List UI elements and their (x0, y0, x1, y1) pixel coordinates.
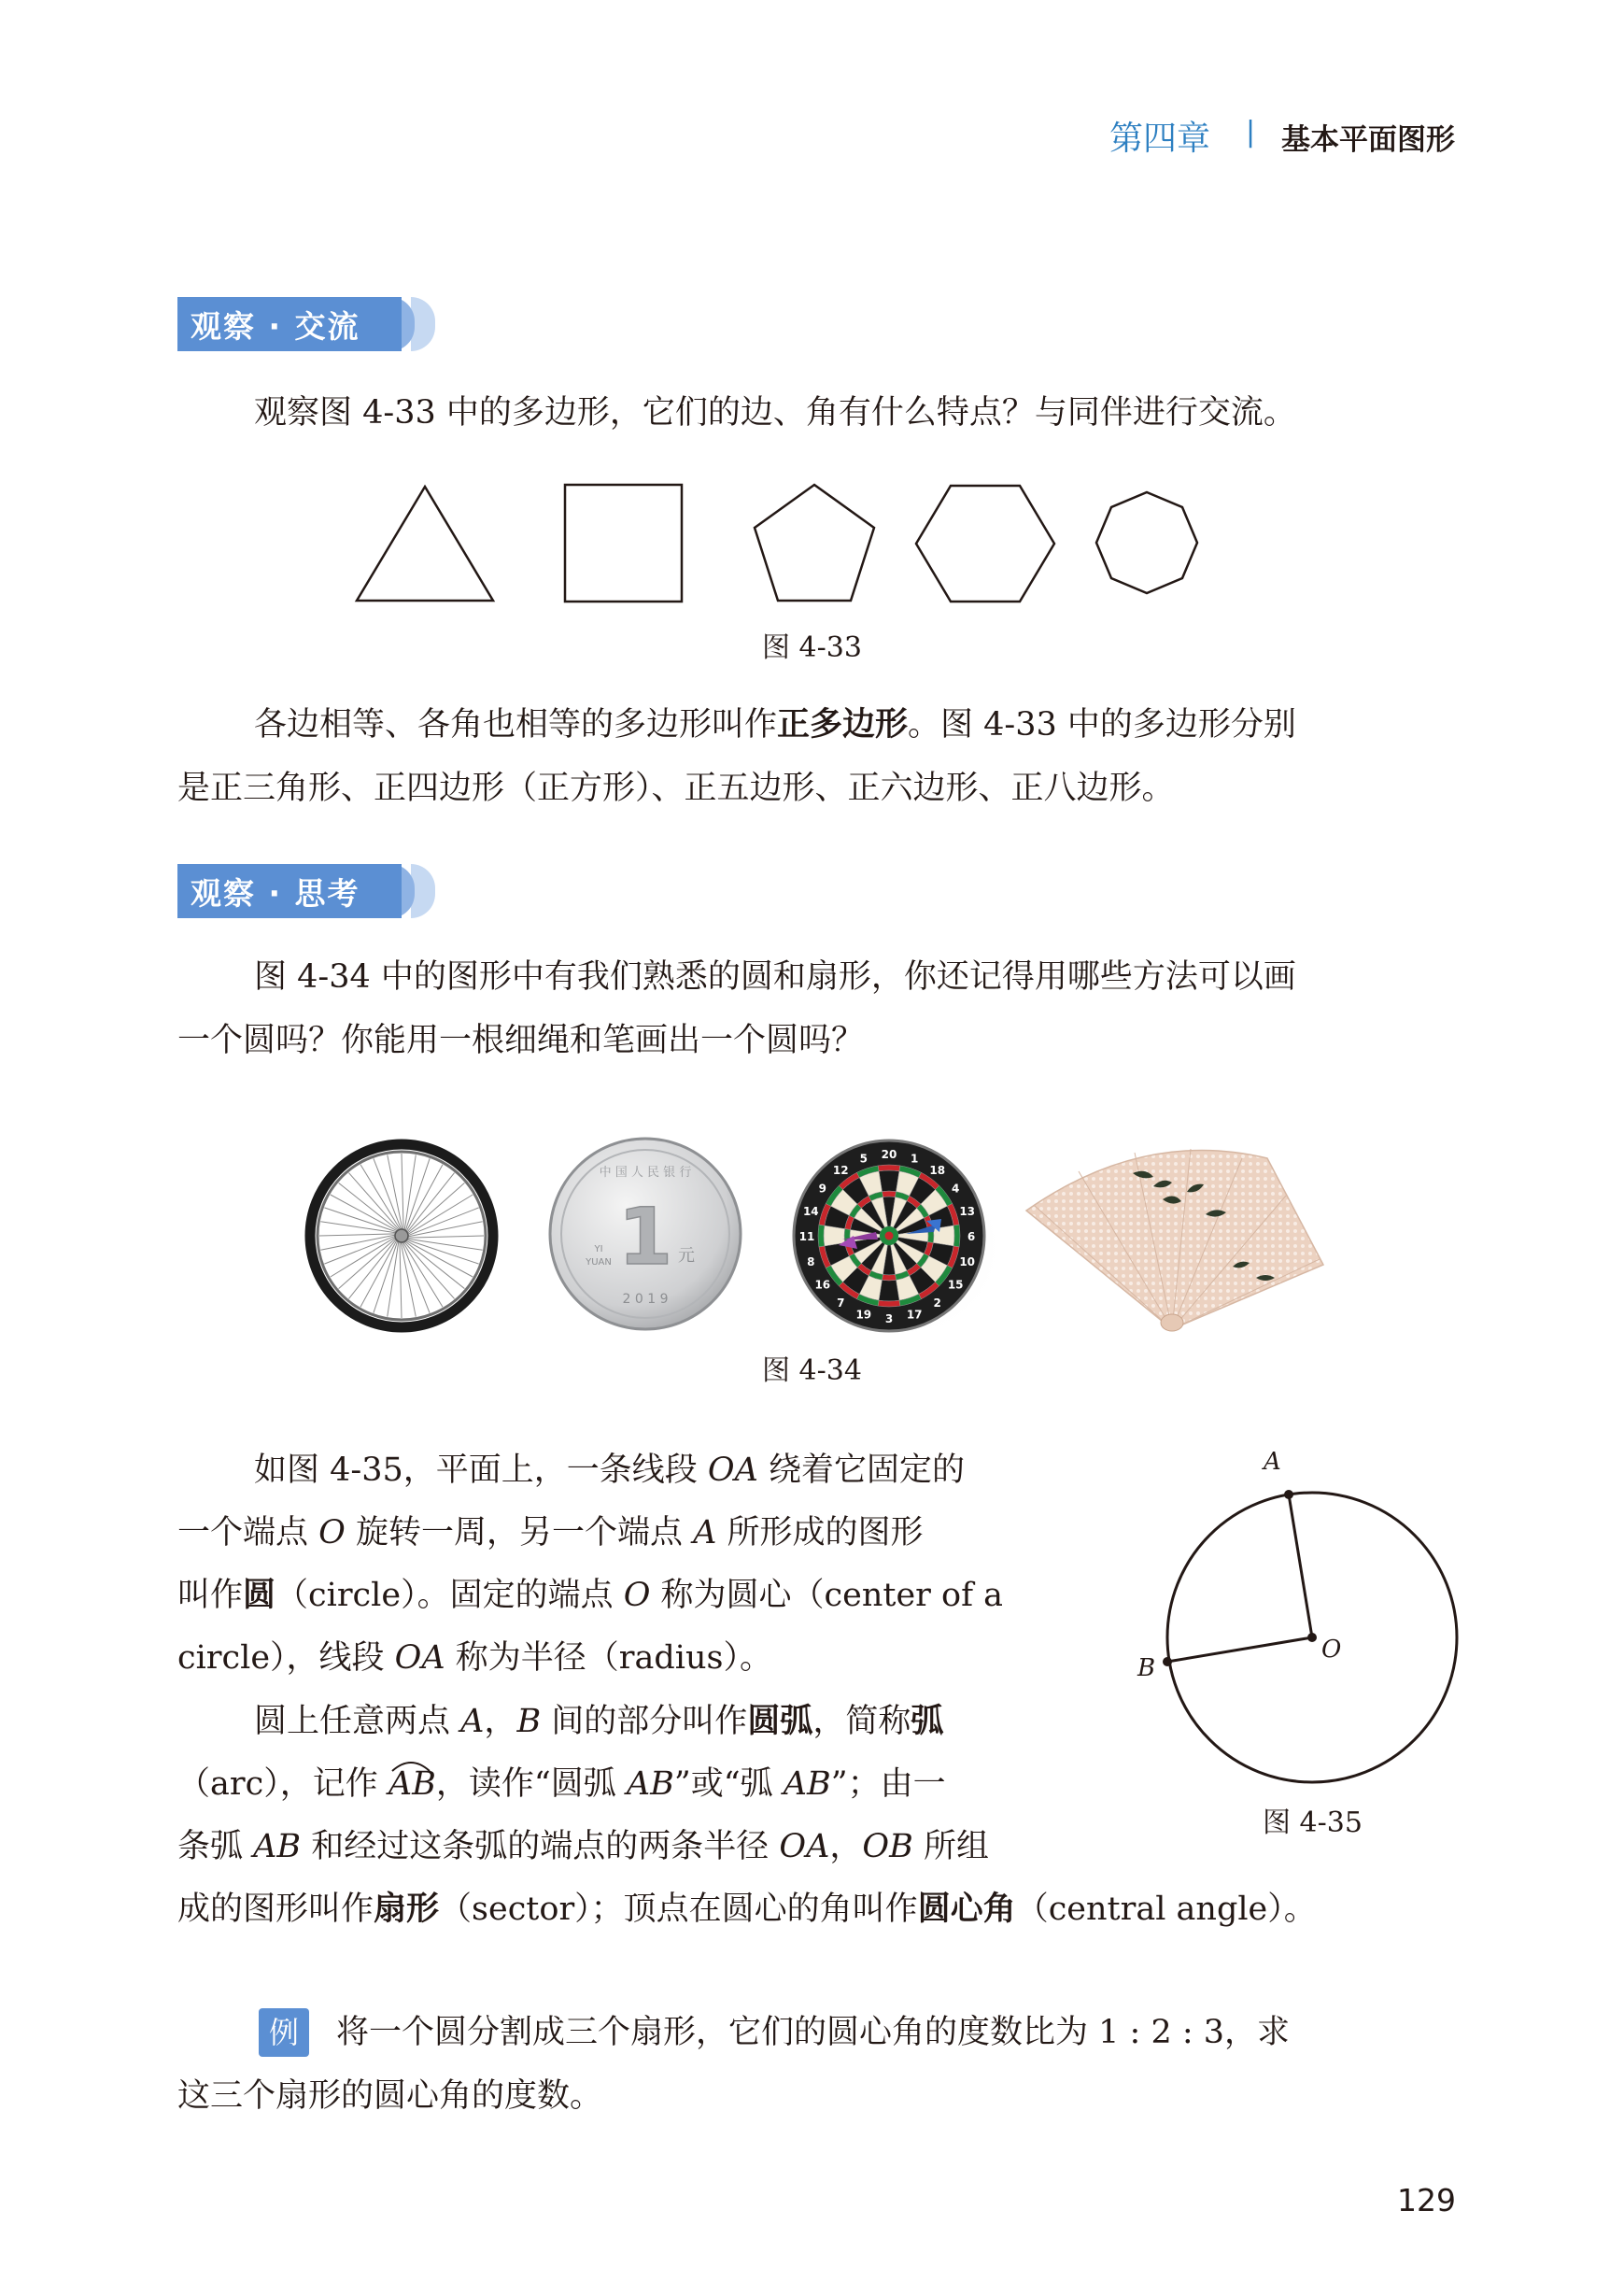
var-AB: AB (783, 1765, 831, 1803)
wheel-spoke (339, 1183, 399, 1230)
dartboard-segment (882, 1274, 896, 1281)
wheel-spoke (320, 1235, 395, 1250)
label-A: A (1264, 1448, 1281, 1476)
dartboard-image (786, 1135, 1001, 1342)
text: （arc），记作 (177, 1765, 388, 1803)
text: 圆上任意两点 (254, 1703, 461, 1740)
dartboard-number: 3 (884, 1312, 894, 1325)
arc-notation (388, 1752, 436, 1816)
paragraph-circle-question-line1: 图 4-34 中的图形中有我们熟悉的圆和扇形，你还记得用哪些方法可以画 (254, 958, 1296, 996)
dartboard-number: 6 (967, 1230, 976, 1243)
paragraph-observe-polygons: 观察图 4-33 中的多边形，它们的边、角有什么特点？与同伴进行交流。 (254, 394, 1296, 432)
label-B: B (1137, 1654, 1156, 1682)
coin-yuan-pinyin: YUAN (586, 1257, 612, 1268)
dartboard-number: 4 (952, 1182, 960, 1196)
dartboard-number: 16 (814, 1278, 831, 1292)
figure-4-33-polygons (346, 472, 1298, 612)
var-AB: AB (388, 1765, 436, 1803)
arc-definition-line1 (254, 1690, 943, 1753)
coin-yi: YI (594, 1244, 603, 1254)
wheel-spoke (407, 1173, 455, 1233)
wheel-spoke (401, 1242, 416, 1317)
section-banner-observe-discuss (177, 297, 458, 351)
text: ”或“弧 (673, 1765, 784, 1803)
text: ， (829, 1828, 863, 1865)
text: ，简称 (812, 1703, 911, 1740)
wheel-spoke (407, 1239, 482, 1250)
wheel-spoke (348, 1173, 399, 1230)
dartboard-number: 2 (933, 1296, 941, 1310)
text: 。图 4-33 中的多边形分别 (908, 706, 1296, 744)
wheel-spoke (360, 1165, 400, 1229)
var-OA: OA (394, 1639, 445, 1677)
section-title: 观察 · 思考 (191, 875, 360, 912)
wheel-spoke (331, 1238, 395, 1277)
dartboard-number: 11 (798, 1230, 815, 1243)
dartboard-number: 1 (911, 1152, 919, 1166)
text: （central angle）。 (1015, 1891, 1317, 1928)
regular-pentagon (755, 485, 874, 601)
wheel-spoke (408, 1236, 484, 1238)
var-A: A (460, 1703, 485, 1740)
regular-hexagon (916, 486, 1054, 602)
wheel-spoke (404, 1155, 416, 1229)
text: 条弧 (177, 1828, 254, 1865)
label-O: O (1321, 1636, 1342, 1664)
arc-definition-line2 (177, 1752, 946, 1816)
wheel-spoke (324, 1236, 395, 1264)
folding-fan-image (1023, 1138, 1331, 1334)
var-O: O (623, 1577, 651, 1614)
term-central-angle: 圆心角 (917, 1891, 1016, 1928)
dartboard-number: 5 (859, 1152, 868, 1166)
point-O (1307, 1633, 1317, 1642)
equilateral-triangle (357, 487, 493, 601)
wheel-spoke (319, 1234, 395, 1236)
wheel-spoke (339, 1239, 396, 1289)
bicycle-wheel-image (304, 1138, 500, 1334)
text: ”；由一 (830, 1765, 946, 1803)
paragraph-regular-polygon-line1 (254, 693, 1296, 757)
figure-4-35-circle-diagram (1111, 1438, 1485, 1793)
dartboard-number: 7 (837, 1296, 845, 1310)
text: 间的部分叫作 (541, 1703, 748, 1740)
point-B (1163, 1657, 1172, 1666)
wheel-spoke (404, 1241, 455, 1298)
text: 旋转一周，另一个端点 (345, 1514, 694, 1551)
dartboard-segment (882, 1191, 896, 1197)
coin-value: 1 (617, 1191, 673, 1282)
text: 各边相等、各角也相等的多边形叫作 (254, 706, 778, 744)
dartboard-number: 19 (855, 1308, 872, 1322)
coin-rim-text: 中 国 人 民 银 行 (599, 1166, 692, 1180)
figure-4-33-caption: 图 4-33 (762, 631, 862, 664)
coin-year: 2 0 1 9 (622, 1292, 669, 1307)
term-regular-polygon: 正多边形 (777, 706, 909, 744)
dartboard-number: 18 (929, 1163, 946, 1177)
wheel-spoke (407, 1183, 464, 1233)
var-O: O (318, 1514, 346, 1551)
wheel-spoke (374, 1158, 402, 1229)
page-number: 129 (1397, 2182, 1456, 2218)
text: 叫作 (177, 1577, 244, 1614)
dartboard-segment (824, 1225, 845, 1246)
dartboard-number: 17 (906, 1308, 923, 1322)
circle-definition-line4 (177, 1626, 772, 1690)
paragraph-regular-polygon-line2: 是正三角形、正四边形（正方形）、正五边形、正六边形、正八边形。 (177, 770, 1175, 807)
var-A: A (693, 1514, 717, 1551)
wheel-spoke (403, 1242, 443, 1307)
example-line1: 将一个圆分割成三个扇形，它们的圆心角的度数比为 1 : 2 : 3，求 (336, 2014, 1291, 2051)
var-AB: AB (253, 1828, 302, 1865)
section-banner-observe-think (177, 864, 458, 918)
dartboard-number: 14 (802, 1204, 819, 1218)
dartboard-number: 9 (818, 1182, 826, 1196)
section-title: 观察 · 交流 (191, 308, 360, 345)
wheel-spoke (408, 1222, 483, 1237)
example-badge: 例 (259, 2008, 309, 2057)
paragraph-circle-question-line2: 一个圆吗？你能用一根细绳和笔画出一个圆吗？ (177, 1022, 865, 1059)
wheel-spoke (388, 1241, 399, 1316)
dartboard-segment (953, 1225, 960, 1247)
text: 一个端点 (177, 1514, 319, 1551)
circle-definition-line2 (177, 1501, 924, 1565)
var-B: B (516, 1703, 542, 1740)
text: 如图 4-35，平面上，一条线段 (254, 1452, 708, 1489)
arc-symbol-icon (390, 1758, 431, 1773)
radius-OB (1167, 1637, 1312, 1662)
point-A (1284, 1490, 1293, 1499)
wheel-spoke (400, 1242, 402, 1318)
wheel-spoke (405, 1241, 465, 1289)
circle-definition-line3 (177, 1564, 1003, 1627)
text: （circle）。固定的端点 (275, 1577, 624, 1614)
wheel-spoke (408, 1195, 473, 1234)
dartboard-segment (878, 1300, 900, 1307)
figure-4-34-caption: 图 4-34 (762, 1354, 862, 1387)
wheel-spoke (320, 1222, 395, 1233)
text: circle），线段 (177, 1639, 395, 1677)
var-OA: OA (779, 1828, 830, 1865)
text: 成的图形叫作 (177, 1891, 374, 1928)
arc-definition-line4 (177, 1877, 1317, 1941)
circle-definition-line1 (254, 1438, 965, 1502)
text: 称为圆心（center of a (650, 1577, 1004, 1614)
dartboard-number: 15 (947, 1278, 964, 1292)
text: ， (484, 1703, 517, 1740)
text: ，读作“圆弧 (435, 1765, 627, 1803)
figure-4-35-caption: 图 4-35 (1263, 1806, 1363, 1839)
text: （sector）；顶点在圆心的角叫作 (439, 1891, 918, 1928)
term-circle: 圆 (243, 1577, 276, 1614)
radius-OA (1289, 1495, 1312, 1637)
term-arc: 弧 (911, 1703, 944, 1740)
dartboard-number: 13 (959, 1204, 976, 1218)
chapter-title: 基本平面图形 (1281, 123, 1455, 157)
var-AB: AB (626, 1765, 674, 1803)
one-yuan-coin-image (546, 1135, 744, 1333)
chapter-label: 第四章 (1109, 120, 1211, 158)
text: 所组 (912, 1828, 989, 1865)
wheel-spoke (402, 1154, 403, 1229)
square (565, 485, 682, 602)
dartboard-segment (818, 1225, 825, 1247)
dartboard-number: 10 (959, 1255, 976, 1269)
term-arc-full: 圆弧 (747, 1703, 813, 1740)
dartboard-number: 20 (881, 1148, 897, 1161)
wheel-spoke (402, 1242, 430, 1313)
text: 和经过这条弧的端点的两条半径 (301, 1828, 780, 1865)
dartboard-number: 12 (832, 1163, 849, 1177)
text: 所形成的图形 (716, 1514, 924, 1551)
wheel-spoke (408, 1208, 479, 1236)
dartboard-number: 8 (807, 1255, 815, 1269)
var-OA: OA (707, 1452, 758, 1489)
dartboard-bullseye (885, 1232, 894, 1240)
header-separator: | (1246, 116, 1256, 149)
var-OB: OB (862, 1828, 913, 1865)
regular-octagon (1096, 492, 1197, 593)
dartboard-segment (879, 1170, 899, 1192)
dartboard-segment (879, 1280, 899, 1301)
arc-definition-line3 (177, 1815, 989, 1878)
text: 称为半径（radius）。 (445, 1639, 772, 1677)
wheel-spoke (388, 1155, 402, 1229)
dartboard-segment (878, 1165, 900, 1171)
example-line2: 这三个扇形的圆心角的度数。 (177, 2077, 603, 2115)
text: 绕着它固定的 (757, 1452, 966, 1489)
wheel-spoke (348, 1240, 396, 1299)
term-sector: 扇形 (374, 1891, 440, 1928)
coin-yuan: 元 (678, 1246, 695, 1266)
